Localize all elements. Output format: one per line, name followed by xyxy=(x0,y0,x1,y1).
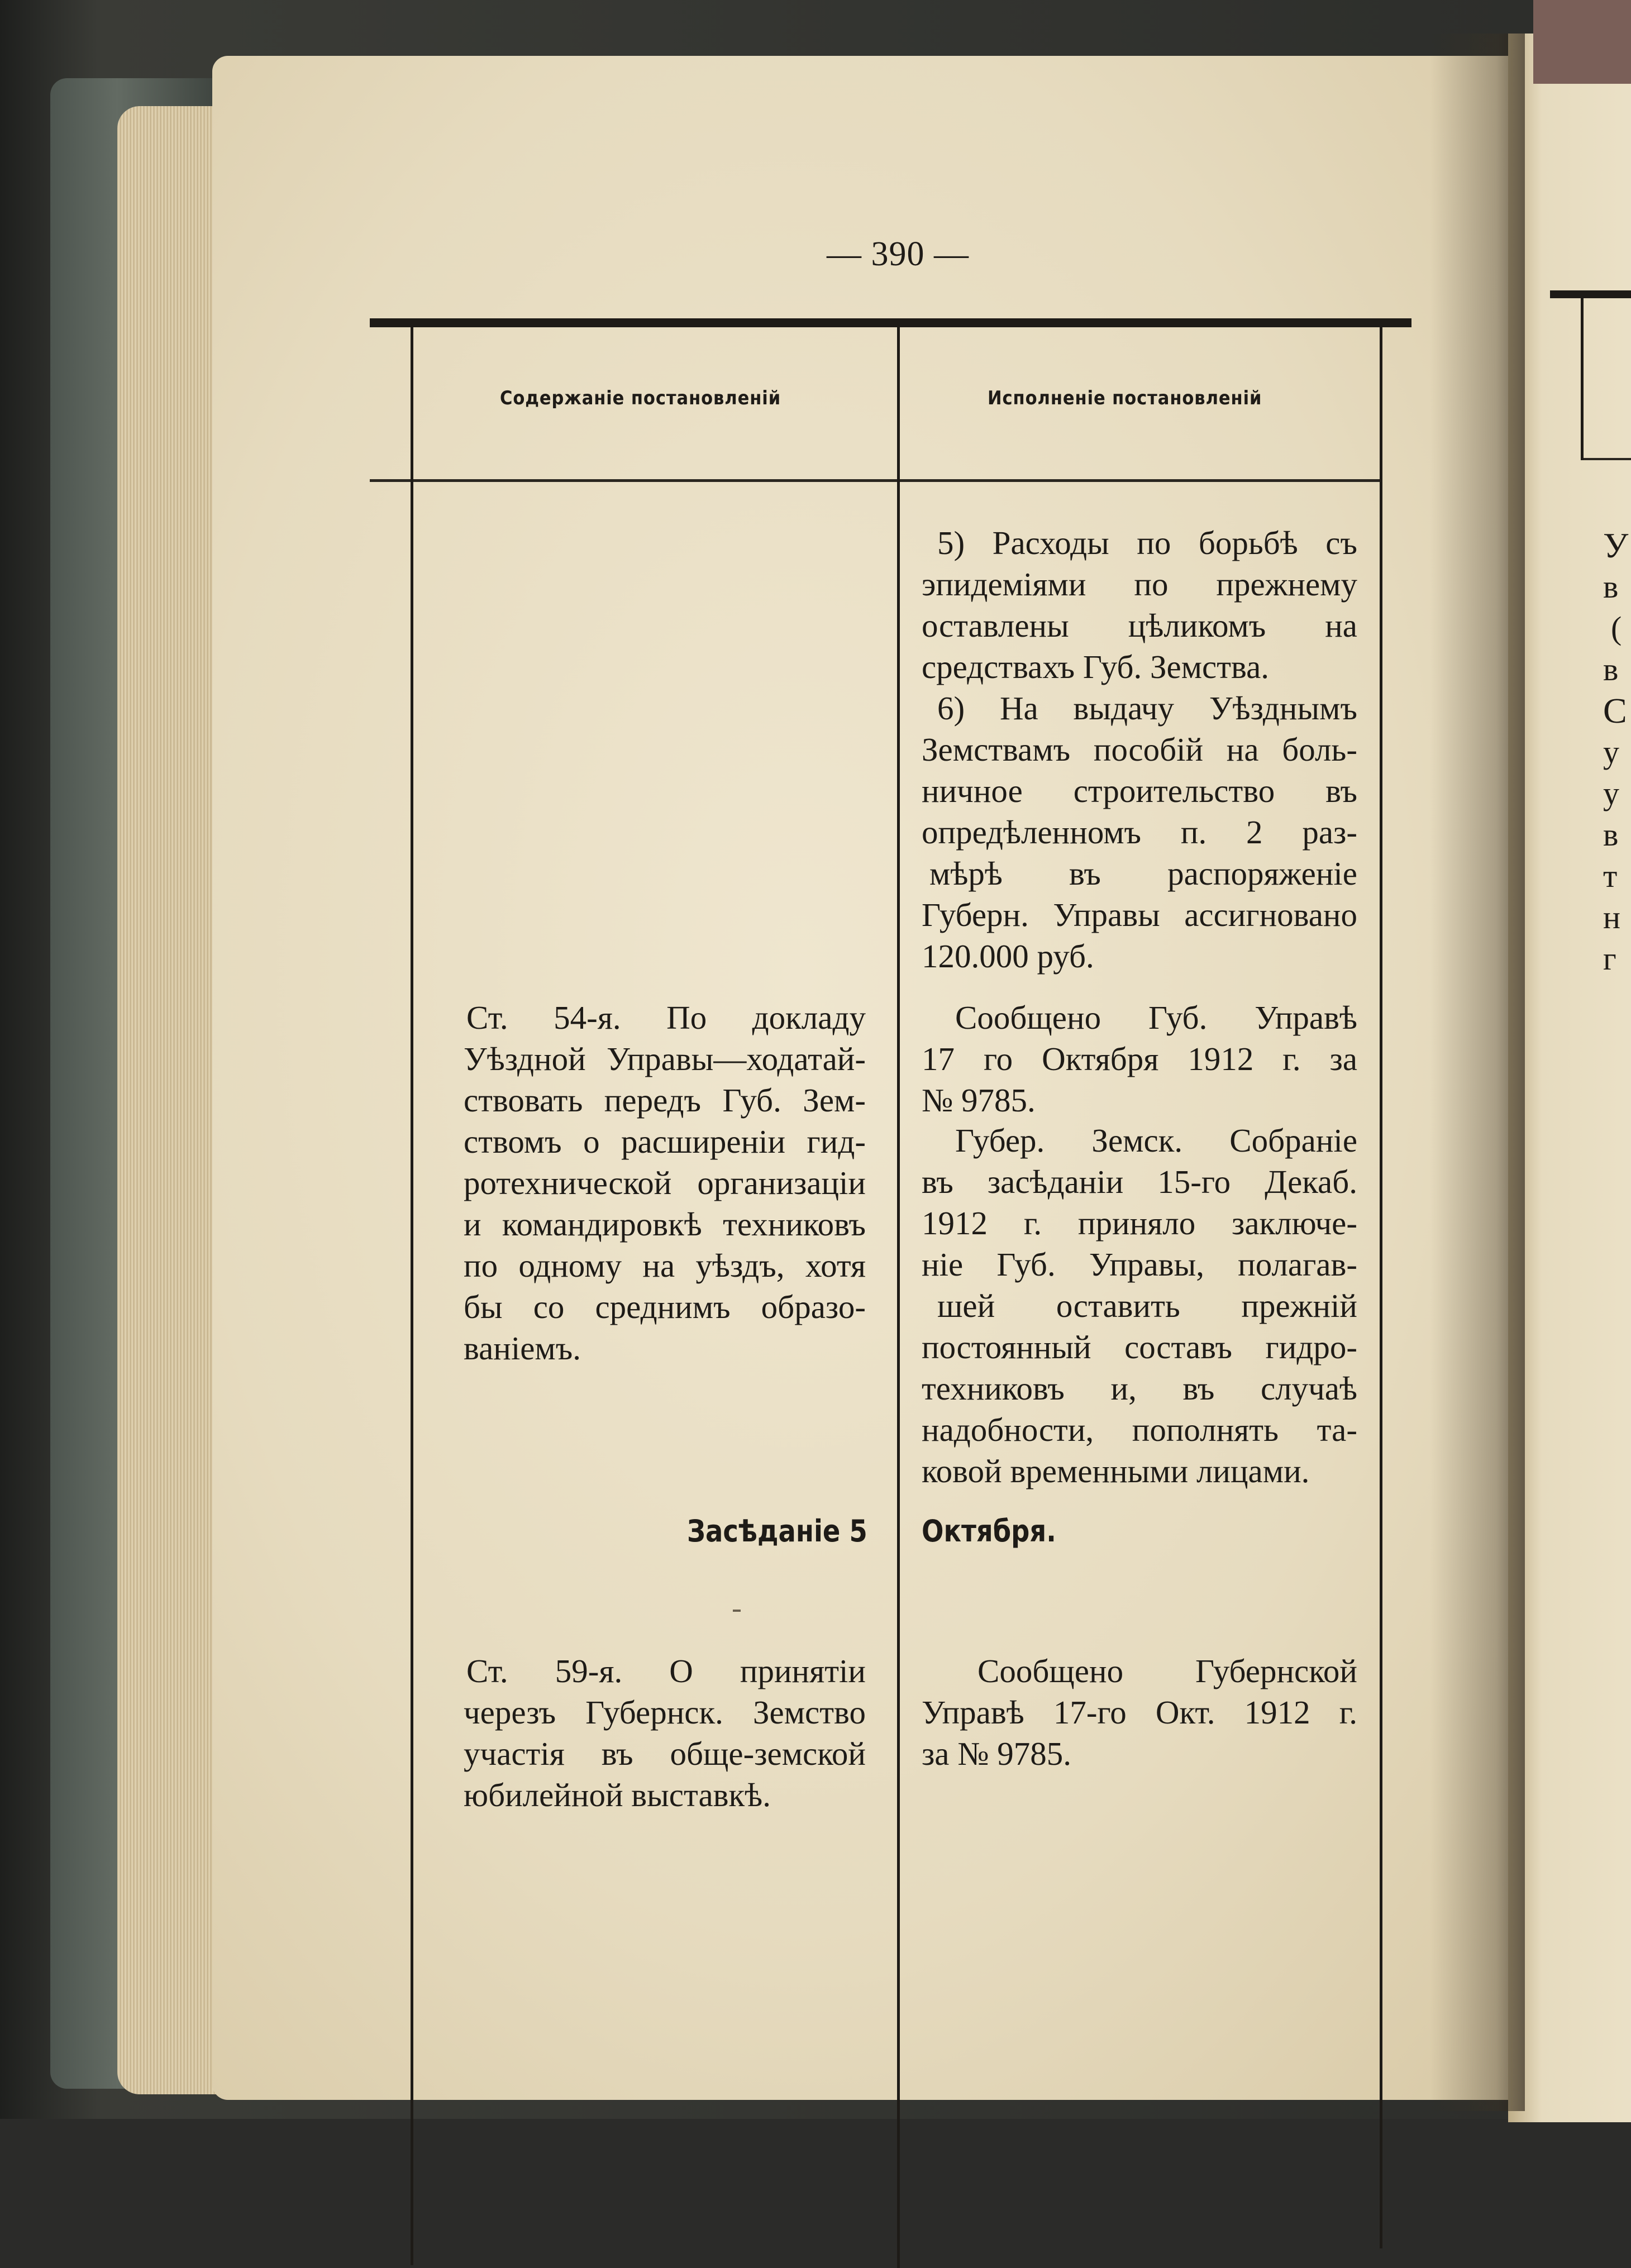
text-fragment: С xyxy=(1603,691,1627,730)
text-line: Губерн. Управы ассигновано xyxy=(922,896,1357,933)
text-fragment: т xyxy=(1603,858,1618,894)
execution-resolution xyxy=(922,1120,1357,1492)
text-line: средствахъ Губ. Земства. xyxy=(922,648,1270,685)
text-fragment: г xyxy=(1603,940,1616,977)
execution-item-6 xyxy=(922,687,1357,977)
text-line: бы со среднимъ образо- xyxy=(464,1288,866,1325)
page-number: — 390 — xyxy=(827,235,969,273)
text-line: эпидеміями по прежнему xyxy=(922,566,1357,603)
column-divider xyxy=(897,327,900,2268)
text-line: техниковъ и, въ случаѣ xyxy=(922,1370,1357,1407)
text-fragment: в xyxy=(1603,817,1619,853)
text-line: шей оставить прежній xyxy=(937,1287,1357,1324)
text-line: по одному на уѣздъ, хотя xyxy=(464,1247,866,1284)
text-line: 120.000 руб. xyxy=(922,938,1094,975)
facing-table-border xyxy=(1581,298,1584,460)
table-top-rule xyxy=(370,318,1411,327)
text-line: 1912 г. приняло заключе- xyxy=(922,1205,1357,1242)
text-line: Ст. 59-я. О принятіи xyxy=(466,1653,866,1689)
text-fragment: У xyxy=(1603,526,1629,565)
text-line: участія въ обще-земской xyxy=(464,1735,866,1772)
article-59 xyxy=(464,1650,866,1816)
text-line: надобности, пополнять та- xyxy=(922,1411,1357,1448)
text-line: 6) На выдачу Уѣзднымъ xyxy=(937,690,1357,727)
text-line: ротехнической организаціи xyxy=(464,1164,866,1201)
text-line: за № 9785. xyxy=(922,1735,1072,1772)
facing-page-text xyxy=(1603,525,1628,980)
facing-header-divider xyxy=(1581,458,1631,460)
facing-page xyxy=(1508,34,1631,2122)
text-line: опредѣленномъ п. 2 раз- xyxy=(922,814,1357,851)
text-line: ничное строительство въ xyxy=(922,772,1357,809)
facing-table-top-rule xyxy=(1550,290,1631,298)
text-fragment: у xyxy=(1603,734,1619,770)
text-line: черезъ Губернск. Земство xyxy=(464,1694,866,1731)
text-line: 17 го Октября 1912 г. за xyxy=(922,1040,1357,1077)
text-fragment: ( xyxy=(1611,610,1622,646)
text-line: въ засѣданіи 15-го Декаб. xyxy=(922,1163,1357,1200)
execution-item-5 xyxy=(922,522,1357,687)
text-line: ніе Губ. Управы, полагав- xyxy=(922,1246,1357,1283)
text-line: Сообщено Губ. Управѣ xyxy=(955,999,1357,1036)
text-line: Ст. 54-я. По докладу xyxy=(466,999,866,1036)
text-line: Управѣ 17-го Окт. 1912 г. xyxy=(922,1694,1357,1731)
text-line: Земствамъ пособій на боль- xyxy=(922,731,1357,768)
table-left-border xyxy=(411,327,413,2265)
text-fragment: в xyxy=(1603,569,1619,605)
column-header-content: Содержаніе постановленій xyxy=(500,387,781,409)
text-line: ваніемъ. xyxy=(464,1330,581,1367)
text-fragment: в xyxy=(1603,651,1619,687)
text-line: мѣрѣ въ распоряженіе xyxy=(929,855,1357,892)
book-cover-right xyxy=(1533,0,1631,84)
text-line: ствомъ о расширеніи гид- xyxy=(464,1123,866,1160)
header-divider xyxy=(370,479,1382,482)
text-line: и командировкѣ техниковъ xyxy=(464,1206,866,1243)
text-line: постоянный составъ гидро- xyxy=(922,1329,1357,1365)
text-line: Уѣздной Управы—ходатай- xyxy=(464,1040,866,1077)
text-line: 5) Расходы по борьбѣ съ xyxy=(937,524,1357,561)
section-heading-right: Октября. xyxy=(922,1513,1056,1549)
text-fragment: н xyxy=(1603,899,1621,935)
column-header-execution: Исполненіе постановленій xyxy=(988,387,1262,409)
text-line: ствовать передъ Губ. Зем- xyxy=(464,1082,866,1119)
text-line: № 9785. xyxy=(922,1082,1036,1119)
text-line: ковой временными лицами. xyxy=(922,1453,1310,1489)
text-line: Сообщено Губернской xyxy=(977,1653,1357,1689)
table-right-border xyxy=(1380,327,1382,2248)
text-line: юбилейной выставкѣ. xyxy=(464,1777,771,1813)
section-heading-left: Засѣданіе 5 xyxy=(687,1513,867,1549)
text-fragment: у xyxy=(1603,775,1619,811)
article-54 xyxy=(464,997,866,1369)
text-line: оставлены цѣликомъ на xyxy=(922,607,1357,644)
text-line: Губер. Земск. Собраніе xyxy=(955,1122,1357,1159)
execution-reply-59 xyxy=(922,1650,1357,1774)
book-gutter xyxy=(1430,34,1525,2111)
separator-dash xyxy=(733,1610,741,1612)
execution-reply-54 xyxy=(922,997,1357,1121)
